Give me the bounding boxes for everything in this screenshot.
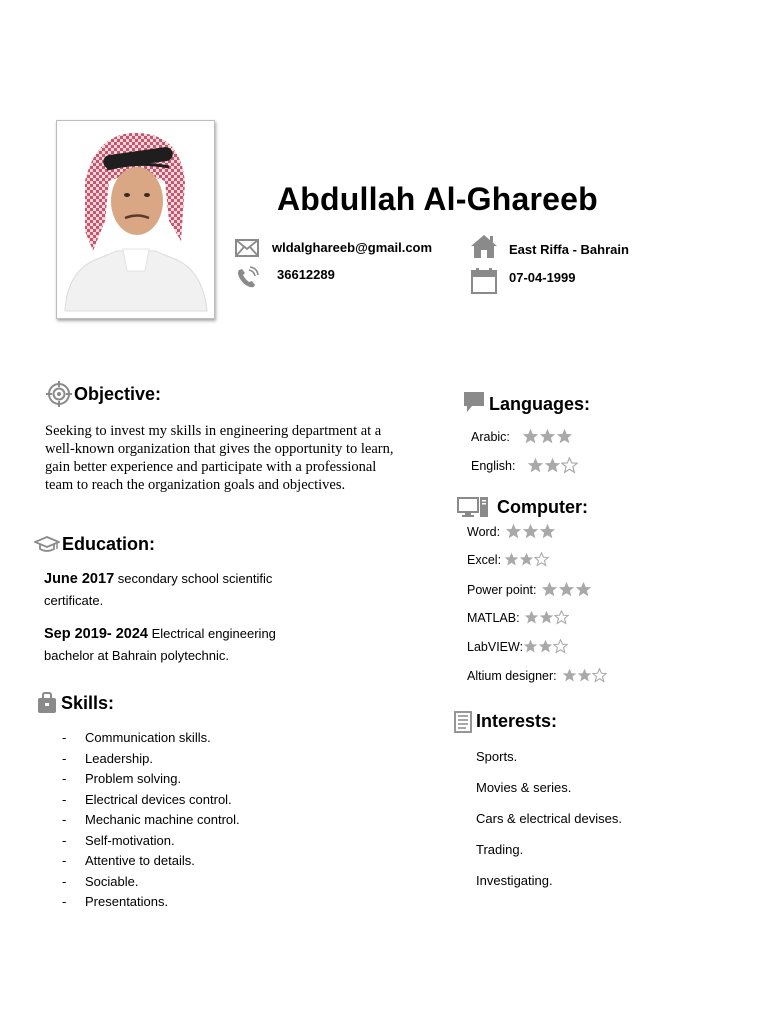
star-icon xyxy=(504,552,519,567)
computer-skill-row: Word: xyxy=(467,523,556,540)
star-icon xyxy=(577,668,592,683)
computer-skill-row: MATLAB: xyxy=(467,610,569,625)
list-item: - Mechanic machine control. xyxy=(62,812,240,827)
star-icon xyxy=(539,610,554,625)
rating-stars xyxy=(524,610,569,625)
star-icon xyxy=(541,581,558,598)
list-item: - Attentive to details. xyxy=(62,853,195,868)
rating-stars xyxy=(527,457,578,474)
interests-heading: Interests: xyxy=(476,711,558,731)
list-item: Sports. xyxy=(476,749,518,764)
languages-heading: Languages: xyxy=(489,394,591,414)
list-item: - Leadership. xyxy=(62,750,153,766)
star-icon xyxy=(534,552,549,567)
list-item: - Sociable. xyxy=(62,873,139,889)
skills-list xyxy=(60,728,240,913)
star-icon xyxy=(553,639,568,654)
star-icon xyxy=(562,668,577,683)
list-item: Cars & electrical devises. xyxy=(476,811,622,826)
phone-number: 36612289 xyxy=(277,267,335,282)
list-item: Movies & series. xyxy=(476,780,572,795)
language-row: Arabic: xyxy=(471,428,573,445)
computer-skill-row: LabVIEW: xyxy=(467,639,568,654)
star-icon xyxy=(558,581,575,598)
graduation-cap-icon xyxy=(34,535,60,553)
calendar-icon xyxy=(471,267,497,294)
notepad-icon xyxy=(454,711,472,733)
language-row: English: xyxy=(471,457,578,474)
list-item: - Self-motivation. xyxy=(62,832,175,848)
rating-stars xyxy=(523,639,568,654)
star-icon xyxy=(538,639,553,654)
objective-line: Seeking to invest my skills in engineering department at a xyxy=(45,423,382,439)
list-item: - Electrical devices control. xyxy=(62,791,232,807)
education-date: June 2017 xyxy=(44,571,115,587)
star-icon xyxy=(561,457,578,474)
candidate-name: Abdullah Al-Ghareeb xyxy=(277,181,598,217)
computer-icon xyxy=(457,496,489,518)
star-icon xyxy=(505,523,522,540)
briefcase-icon xyxy=(37,692,57,714)
skills-heading: Skills: xyxy=(61,693,115,713)
star-icon xyxy=(575,581,592,598)
profile-photo xyxy=(56,120,215,319)
education-entry xyxy=(44,623,344,667)
education-desc: Electrical engineering xyxy=(148,626,276,641)
objective-line: well-known organization that gives the opportunity to learn, xyxy=(45,441,394,457)
computer-skill-row: Power point: xyxy=(467,581,592,598)
education-date: Sep 2019- 2024 xyxy=(44,626,148,642)
star-icon xyxy=(522,428,539,445)
list-item: - Communication skills. xyxy=(62,730,211,745)
objective-line: gain better experience and participate with a professional xyxy=(45,459,377,475)
phone-icon xyxy=(235,266,261,290)
list-item: - Presentations. xyxy=(62,894,169,909)
star-icon xyxy=(522,523,539,540)
birthdate-text: 07-04-1999 xyxy=(509,270,576,285)
education-desc: secondary school scientific xyxy=(114,571,273,586)
star-icon xyxy=(544,457,561,474)
rating-stars xyxy=(541,581,592,598)
education-desc: certificate. xyxy=(44,593,104,608)
star-icon xyxy=(539,523,556,540)
star-icon xyxy=(524,610,539,625)
computer-skill-row: Altium designer: xyxy=(467,668,607,683)
address-text: East Riffa - Bahrain xyxy=(509,242,629,257)
target-icon xyxy=(46,381,72,407)
star-icon xyxy=(523,639,538,654)
list-item: - Problem solving. xyxy=(62,771,182,786)
objective-line: team to reach the organization goals and objectives. xyxy=(45,477,346,493)
house-icon xyxy=(470,233,498,259)
computer-skill-row: Excel: xyxy=(467,552,549,567)
education-entry xyxy=(44,568,344,612)
computer-heading: Computer: xyxy=(497,497,588,517)
objective-heading: Objective: xyxy=(74,384,162,404)
star-icon xyxy=(539,428,556,445)
star-icon xyxy=(556,428,573,445)
interests-list xyxy=(476,748,622,903)
objective-text xyxy=(45,422,425,494)
envelope-icon xyxy=(235,238,259,258)
star-icon xyxy=(527,457,544,474)
star-icon xyxy=(554,610,569,625)
education-heading: Education: xyxy=(62,534,155,554)
star-icon xyxy=(519,552,534,567)
rating-stars xyxy=(504,552,549,567)
star-icon xyxy=(592,668,607,683)
list-item: Investigating. xyxy=(476,873,553,888)
education-desc: bachelor at Bahrain polytechnic. xyxy=(44,648,230,663)
rating-stars xyxy=(522,428,573,445)
rating-stars xyxy=(562,668,607,683)
speech-bubble-icon xyxy=(463,391,485,413)
email-link[interactable]: wldalghareeb@gmail.com xyxy=(272,240,433,255)
list-item: Trading. xyxy=(476,842,524,857)
rating-stars xyxy=(505,523,556,540)
